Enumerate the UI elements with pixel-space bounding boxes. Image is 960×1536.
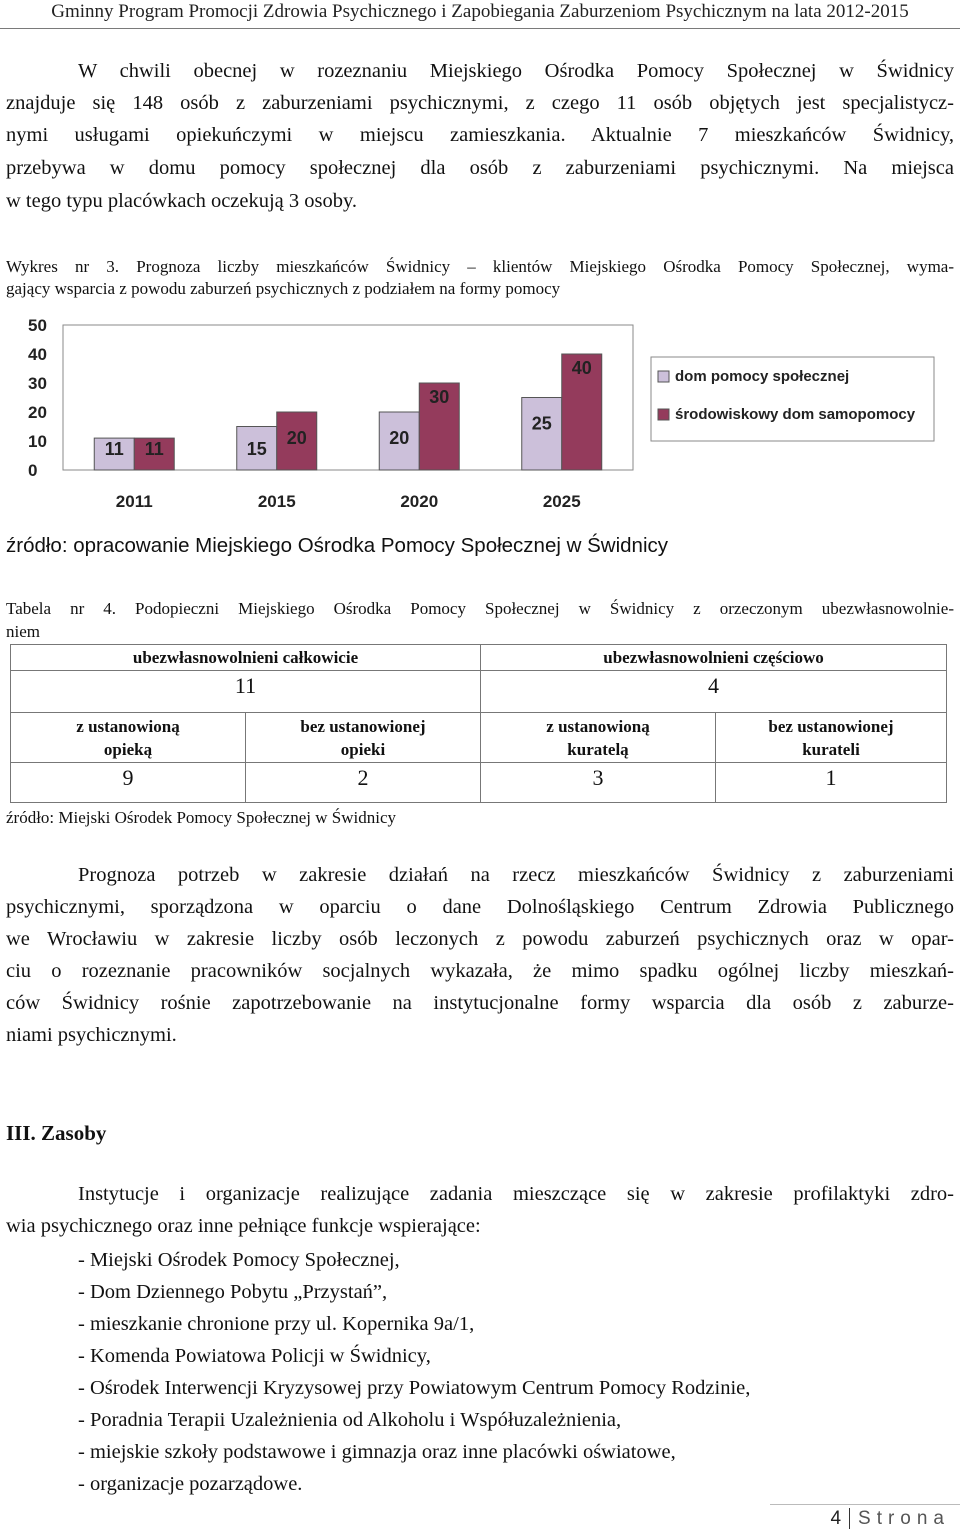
- x-tick-label: 2015: [257, 492, 296, 511]
- list-item: - Komenda Powiatowa Policji w Świdnicy,: [78, 1345, 431, 1367]
- data-label: 30: [429, 387, 450, 407]
- y-tick-label: 0: [28, 461, 38, 480]
- table-source: źródło: Miejski Ośrodek Pomocy Społecznej w Świdnicy: [6, 808, 397, 827]
- list-item: - Poradnia Terapii Uzależnienia od Alkoholu i Współuzależnienia,: [78, 1409, 622, 1431]
- page-number: 4: [830, 1508, 842, 1529]
- header-line: bez ustanowionej: [300, 716, 426, 736]
- legend-swatch: [658, 409, 669, 420]
- table-4: [10, 644, 947, 803]
- table-row: [11, 671, 947, 713]
- y-tick-label: 30: [28, 374, 47, 393]
- table-header-cell: [246, 713, 481, 763]
- table-header-cell: [11, 713, 246, 763]
- x-tick-label: 2020: [400, 492, 439, 511]
- table-row: [11, 763, 947, 803]
- table-caption-line: niem: [6, 622, 40, 641]
- table-row: [11, 713, 947, 763]
- paragraph-line: ciu o rozeznanie pracowników socjalnych wykazała, że mimo spadku ogólnej liczby mieszkań-: [6, 960, 954, 982]
- table-header-cell: [481, 713, 716, 763]
- paragraph-line: wia psychicznego oraz inne pełniące funkcje wspierające:: [6, 1215, 481, 1237]
- bar-chart: [0, 305, 960, 525]
- data-label: 40: [571, 358, 592, 378]
- header-line: opieki: [340, 739, 386, 759]
- institutions-list: [78, 1244, 750, 1500]
- table-row: [11, 645, 947, 671]
- paragraph-line: psychicznymi, sporządzona w oparciu o dane Dolnośląskiego Centrum Zdrowia Publicznego: [6, 896, 954, 918]
- paragraph-line: W chwili obecnej w rozeznaniu Miejskiego Ośrodka Pomocy Społecznej w Świdnicy: [78, 60, 954, 82]
- data-label: 25: [531, 413, 552, 434]
- x-tick-label: 2011: [115, 492, 153, 511]
- data-label: 15: [246, 439, 267, 459]
- paragraph-line: w tego typu placówkach oczekują 3 osoby.: [6, 190, 358, 212]
- x-tick-label: 2025: [542, 492, 581, 511]
- data-label: 11: [104, 439, 124, 459]
- table-value-cell: 2: [246, 763, 481, 803]
- paragraph-line: znajduje się 148 osób z zaburzeniami psychicznymi, z czego 11 osób objętych jest specjalistycz-: [6, 92, 954, 114]
- list-item: - mieszkanie chronione przy ul. Kopernika 9a/1,: [78, 1313, 475, 1335]
- y-tick-label: 50: [28, 316, 47, 335]
- table-value-cell: 4: [481, 671, 947, 713]
- y-tick-label: 10: [28, 432, 47, 451]
- list-item: - Ośrodek Interwencji Kryzysowej przy Powiatowym Centrum Pomocy Rodzinie,: [78, 1377, 751, 1399]
- legend-label: dom pomocy społecznej: [675, 368, 850, 385]
- header-line: kuratelą: [567, 739, 629, 759]
- list-item: - Dom Dziennego Pobytu „Przystań”,: [78, 1281, 388, 1303]
- y-tick-label: 40: [28, 345, 47, 364]
- footer-rule: [770, 1504, 960, 1505]
- footer-separator: [849, 1508, 850, 1529]
- header-line: kurateli: [802, 739, 860, 759]
- legend-swatch: [658, 371, 669, 382]
- header-line: bez ustanowionej: [768, 716, 894, 736]
- page-footer: [830, 1508, 950, 1530]
- table-caption-line: Tabela nr 4. Podopieczni Miejskiego Ośrodka Pomocy Społecznej w Świdnicy z orzeczonym ubezwłasnowolnie-: [6, 599, 954, 618]
- table-header-cell: [716, 713, 947, 763]
- figure-caption-line: gający wsparcia z powodu zaburzeń psychicznych z podziałem na formy pomocy: [6, 279, 561, 298]
- data-label: 20: [286, 428, 307, 448]
- header-line: z ustanowioną: [76, 716, 180, 736]
- section-heading: III. Zasoby: [6, 1121, 107, 1145]
- table-value-cell: 1: [716, 763, 947, 803]
- figure-caption-line: Wykres nr 3. Prognoza liczby mieszkańców Świdnicy – klientów Miejskiego Ośrodka Pomocy Społecznej, wyma-: [6, 257, 954, 276]
- list-item: - organizacje pozarządowe.: [78, 1473, 303, 1495]
- header-line: z ustanowioną: [546, 716, 650, 736]
- table-header-cell: ubezwłasnowolnieni częściowo: [481, 645, 947, 671]
- header-title: Gminny Program Promocji Zdrowia Psychicznego i Zapobiegania Zaburzeniom Psychicznym na lata 2012-2015: [51, 1, 909, 22]
- paragraph-line: ców Świdnicy rośnie zapotrzebowanie na instytucjonalne formy wsparcia dla osób z zaburze-: [6, 992, 954, 1014]
- table-value-cell: 9: [11, 763, 246, 803]
- running-header: [0, 0, 960, 29]
- y-tick-label: 20: [28, 403, 47, 422]
- data-label: 11: [144, 439, 164, 459]
- bar: [522, 398, 562, 471]
- list-item: - miejskie szkoły podstawowe i gimnazja oraz inne placówki oświatowe,: [78, 1441, 676, 1463]
- data-label: 20: [389, 428, 410, 448]
- paragraph-line: we Wrocławiu w zakresie liczby osób leczonych z powodu zaburzeń psychicznych oraz w opar-: [6, 928, 954, 950]
- chart-source: źródło: opracowanie Miejskiego Ośrodka Pomocy Społecznej w Świdnicy: [6, 534, 668, 557]
- paragraph-line: niami psychicznymi.: [6, 1024, 177, 1046]
- page-label: Strona: [858, 1508, 950, 1529]
- header-line: opieką: [103, 739, 153, 759]
- paragraph-line: przebywa w domu pomocy społecznej dla osób z zaburzeniami psychicznymi. Na miejsca: [6, 157, 954, 179]
- paragraph-line: Prognoza potrzeb w zakresie działań na rzecz mieszkańców Świdnicy z zaburzeniami: [78, 864, 954, 886]
- table-value-cell: 3: [481, 763, 716, 803]
- paragraph-line: nymi usługami opiekuńczymi w miejscu zamieszkania. Aktualnie 7 mieszkańców Świdnicy,: [6, 124, 954, 146]
- legend-label: środowiskowy dom samopomocy: [675, 406, 916, 423]
- table-value-cell: 11: [11, 671, 481, 713]
- paragraph-line: Instytucje i organizacje realizujące zadania mieszczące się w zakresie profilaktyki zdro-: [78, 1183, 954, 1205]
- list-item: - Miejski Ośrodek Pomocy Społecznej,: [78, 1249, 400, 1271]
- table-header-cell: ubezwłasnowolnieni całkowicie: [11, 645, 481, 671]
